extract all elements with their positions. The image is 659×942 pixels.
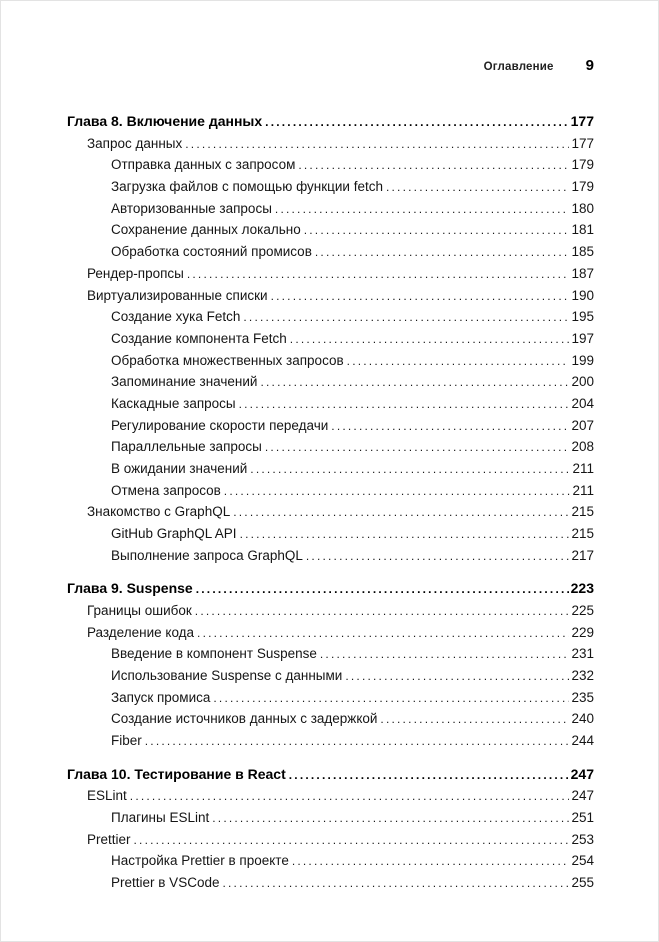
dot-leader xyxy=(196,580,569,597)
dot-leader xyxy=(271,288,570,304)
toc-entry-title: Каскадные запросы xyxy=(111,395,236,411)
toc-entry-row xyxy=(67,603,594,619)
dot-leader xyxy=(224,483,571,499)
dot-leader xyxy=(345,668,569,684)
toc-entry-title: Fiber xyxy=(111,733,142,749)
dot-leader xyxy=(130,788,570,804)
dot-leader xyxy=(265,439,570,455)
toc-entry-page: 179 xyxy=(571,157,594,173)
toc-entry-row xyxy=(67,222,594,238)
toc-entry-row xyxy=(67,504,594,520)
toc-entry-title: GitHub GraphQL API xyxy=(111,526,237,542)
dot-leader xyxy=(347,353,570,369)
toc-entry-row xyxy=(67,788,594,804)
toc-entry-title: Запрос данных xyxy=(87,135,183,151)
toc-entry-row xyxy=(67,810,594,826)
toc-entry-page: 200 xyxy=(571,374,594,390)
dot-leader xyxy=(386,179,569,195)
toc-entry-title: Prettier xyxy=(87,831,131,847)
dot-leader xyxy=(222,875,569,891)
toc-entry-page: 235 xyxy=(571,689,594,705)
toc-entry-title: Обработка состояний промисов xyxy=(111,244,312,260)
toc-entry-title: Выполнение запроса GraphQL xyxy=(111,547,303,563)
dot-leader xyxy=(260,374,569,390)
toc-entry-title: Отправка данных с запросом xyxy=(111,157,296,173)
toc-entry-title: Использование Suspense с данными xyxy=(111,668,343,683)
toc-entry-row xyxy=(67,266,594,282)
dot-leader xyxy=(187,266,570,282)
toc-entry-title: Знакомство с GraphQL xyxy=(87,504,231,520)
toc-entry-row xyxy=(67,439,594,455)
dot-leader xyxy=(292,853,570,869)
toc-chapter-row xyxy=(67,580,594,597)
toc-entry-title: Prettier в VSCode xyxy=(111,875,220,890)
dot-leader xyxy=(250,461,570,477)
toc-entry-page: 217 xyxy=(571,547,594,563)
toc-entry-page: 207 xyxy=(571,417,594,433)
toc-entry-title: Авторизованные запросы xyxy=(111,200,272,216)
toc-entry-row xyxy=(67,309,594,325)
toc-entry-row xyxy=(67,668,594,684)
toc-entry-row xyxy=(67,244,594,260)
dot-leader xyxy=(290,331,570,347)
toc-entry-row xyxy=(67,625,594,641)
dot-leader xyxy=(265,113,568,130)
dot-leader xyxy=(240,526,570,542)
dot-leader xyxy=(239,396,570,412)
dot-leader xyxy=(134,832,570,848)
toc-entry-row xyxy=(67,353,594,369)
toc-entry-title: ESLint xyxy=(87,788,127,804)
toc-entry-row xyxy=(67,179,594,195)
toc-entry-title: Разделение кода xyxy=(87,624,195,640)
dot-leader xyxy=(315,244,570,260)
toc-entry-row xyxy=(67,853,594,869)
toc-entry-page: 199 xyxy=(571,352,594,368)
toc-entry-page: 229 xyxy=(571,624,594,640)
toc-entry-row xyxy=(67,157,594,173)
toc-entry-row xyxy=(67,646,594,662)
toc-entry-page: 180 xyxy=(571,200,594,216)
dot-leader xyxy=(331,418,569,434)
toc-entry-page: 231 xyxy=(571,646,594,662)
dot-leader xyxy=(275,201,570,217)
toc-entry-title: Регулирование скорости передачи xyxy=(111,417,329,433)
toc-entry-page: 190 xyxy=(571,287,594,303)
toc-chapter-row xyxy=(67,766,594,783)
toc-entry-title: Создание источников данных с задержкой xyxy=(111,711,378,727)
dot-leader xyxy=(197,625,569,641)
toc-entry-title: Рендер-пропсы xyxy=(87,265,184,281)
toc-entry-title: Параллельные запросы xyxy=(111,439,262,455)
toc-entry-title: Запоминание значений xyxy=(111,374,258,390)
toc-entry-title: Создание компонента Fetch xyxy=(111,330,287,346)
toc-entry-page: 195 xyxy=(571,309,594,325)
toc-entry-page: 247 xyxy=(571,788,594,804)
dot-leader xyxy=(213,690,569,706)
toc-entry-title: Создание хука Fetch xyxy=(111,309,241,325)
dot-leader xyxy=(185,136,569,152)
toc-entry-page: 255 xyxy=(571,875,594,890)
dot-leader xyxy=(306,548,570,564)
toc-entry-row xyxy=(67,136,594,152)
toc-entry-page: 187 xyxy=(571,265,594,281)
toc-entry-title: Глава 8. Включение данных xyxy=(67,113,263,129)
toc-entry-page: 208 xyxy=(571,439,594,455)
toc-entry-page: 197 xyxy=(571,330,594,346)
toc-entry-row xyxy=(67,201,594,217)
toc-entry-page: 223 xyxy=(570,580,594,597)
toc-entry-title: Настройка Prettier в проекте xyxy=(111,853,289,869)
toc-entry-title: Загрузка файлов с помощью функции fetch xyxy=(111,179,383,195)
toc-entry-page: 177 xyxy=(571,135,594,151)
toc-list xyxy=(67,113,594,891)
dot-leader xyxy=(380,711,569,727)
toc-entry-row xyxy=(67,461,594,477)
toc-entry-page: 247 xyxy=(570,765,594,782)
toc-entry-title: Границы ошибок xyxy=(87,602,192,618)
toc-entry-row xyxy=(67,483,594,499)
toc-entry-title: Глава 10. Тестирование в React xyxy=(67,765,286,782)
toc-entry-row xyxy=(67,733,594,749)
toc-entry-page: 254 xyxy=(571,853,594,869)
toc-entry-page: 179 xyxy=(571,179,594,195)
toc-entry-page: 253 xyxy=(571,831,594,847)
toc-entry-title: Запуск промиса xyxy=(111,689,211,705)
page-content xyxy=(67,1,594,891)
dot-leader xyxy=(289,766,569,783)
toc-entry-row xyxy=(67,396,594,412)
dot-leader xyxy=(195,603,570,619)
toc-entry-page: 251 xyxy=(571,809,594,825)
toc-entry-page: 232 xyxy=(571,668,594,683)
toc-entry-row xyxy=(67,288,594,304)
toc-entry-row xyxy=(67,526,594,542)
toc-entry-page: 215 xyxy=(571,526,594,542)
running-head-page-number: 9 xyxy=(585,57,594,74)
running-head-title: Оглавление xyxy=(483,61,554,73)
toc-entry-row xyxy=(67,331,594,347)
dot-leader xyxy=(298,157,569,173)
toc-entry-page: 177 xyxy=(570,113,594,129)
toc-entry-row xyxy=(67,690,594,706)
toc-entry-row xyxy=(67,374,594,390)
toc-entry-title: В ожидании значений xyxy=(111,461,248,476)
toc-entry-row xyxy=(67,418,594,434)
toc-entry-page: 211 xyxy=(572,482,594,498)
dot-leader xyxy=(243,309,569,325)
toc-entry-page: 204 xyxy=(571,395,594,411)
toc-entry-title: Обработка множественных запросов xyxy=(111,352,344,368)
toc-entry-title: Введение в компонент Suspense xyxy=(111,646,317,662)
dot-leader xyxy=(320,646,570,662)
toc-entry-page: 185 xyxy=(571,244,594,260)
toc-entry-row xyxy=(67,875,594,891)
toc-entry-title: Плагины ESLint xyxy=(111,809,210,825)
dot-leader xyxy=(212,810,569,826)
toc-entry-title: Глава 9. Suspense xyxy=(67,580,193,597)
toc-entry-title: Отмена запросов xyxy=(111,482,221,498)
running-head xyxy=(67,1,594,75)
toc-entry-title: Сохранение данных локально xyxy=(111,222,301,238)
toc-entry-page: 225 xyxy=(571,602,594,618)
toc-entry-page: 215 xyxy=(571,504,594,520)
toc-entry-page: 211 xyxy=(572,461,594,476)
toc-entry-row xyxy=(67,548,594,564)
toc-entry-row xyxy=(67,711,594,727)
toc-entry-page: 244 xyxy=(571,733,594,749)
toc-entry-title: Виртуализированные списки xyxy=(87,287,268,303)
toc-chapter-row xyxy=(67,113,594,130)
dot-leader xyxy=(304,222,570,238)
toc-entry-row xyxy=(67,832,594,848)
dot-leader xyxy=(145,733,570,749)
toc-entry-page: 240 xyxy=(571,711,594,727)
dot-leader xyxy=(233,504,569,520)
toc-entry-page: 181 xyxy=(571,222,594,238)
